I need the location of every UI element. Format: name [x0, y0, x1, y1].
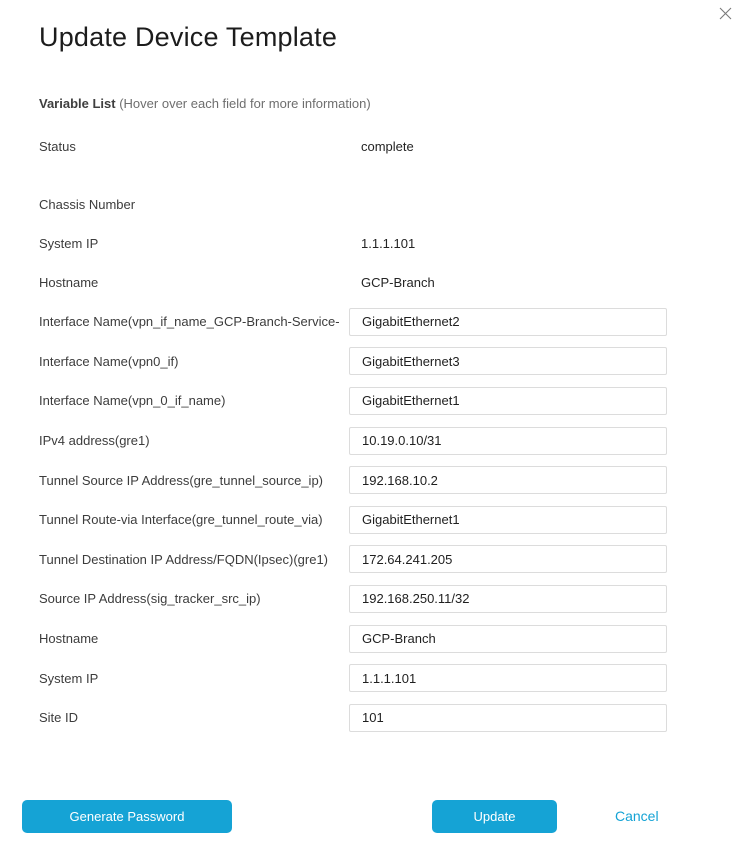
variable-list-section — [39, 96, 669, 738]
input-row — [39, 500, 669, 540]
input-tunnel-source-ip-address[interactable] — [349, 466, 667, 494]
input-row — [39, 421, 669, 461]
input-source-ip-address-sig-tracker[interactable] — [349, 585, 667, 613]
field-label: Site ID — [39, 710, 79, 726]
input-row — [39, 342, 669, 382]
field-label: Interface Name(vpn0_if) — [39, 353, 179, 369]
field-label: Hostname — [39, 631, 99, 647]
input-ipv4-address-gre1[interactable] — [349, 427, 667, 455]
input-site-id[interactable] — [349, 704, 667, 732]
field-label: Hostname — [39, 275, 99, 290]
variable-list-hint: (Hover over each field for more information) — [119, 96, 371, 111]
input-interface-name-vpn0-if[interactable] — [349, 347, 667, 375]
field-label: System IP — [39, 670, 99, 686]
input-row — [39, 540, 669, 580]
field-label: Tunnel Destination IP Address/FQDN(Ipsec)(gre1) — [39, 551, 329, 567]
field-label: Status — [39, 139, 76, 154]
field-label: Interface Name(vpn_0_if_name) — [39, 393, 226, 409]
field-value: GCP-Branch — [361, 275, 435, 290]
input-row — [39, 460, 669, 500]
field-label: Chassis Number — [39, 197, 136, 212]
input-interface-name-vpn-if-name-gcp-branch-service[interactable] — [349, 308, 667, 336]
field-value: 1.1.1.101 — [361, 236, 416, 251]
field-label: Tunnel Source IP Address(gre_tunnel_source_ip) — [39, 472, 324, 488]
field-label: Interface Name(vpn_if_name_GCP-Branch-Service- — [39, 314, 340, 330]
input-row — [39, 381, 669, 421]
cancel-button[interactable]: Cancel — [603, 800, 671, 833]
input-tunnel-destination-ip-fqdn[interactable] — [349, 545, 667, 573]
field-value: complete — [361, 139, 414, 154]
input-row — [39, 658, 669, 698]
close-icon[interactable] — [718, 6, 733, 21]
field-label: System IP — [39, 236, 99, 251]
variable-rows — [39, 127, 669, 738]
input-row — [39, 302, 669, 342]
field-label: Tunnel Route-via Interface(gre_tunnel_route_via) — [39, 512, 323, 528]
input-row — [39, 619, 669, 659]
static-row-system-ip — [39, 224, 669, 263]
input-row — [39, 579, 669, 619]
generate-password-button[interactable]: Generate Password — [22, 800, 232, 833]
page-title: Update Device Template — [39, 22, 338, 52]
static-row-hostname — [39, 263, 669, 302]
input-row — [39, 698, 669, 738]
input-system-ip[interactable] — [349, 664, 667, 692]
input-tunnel-route-via-interface[interactable] — [349, 506, 667, 534]
variable-list-header — [39, 96, 669, 112]
input-hostname[interactable] — [349, 625, 667, 653]
field-label: IPv4 address(gre1) — [39, 433, 150, 449]
row-spacer — [39, 166, 669, 185]
modal-footer — [0, 800, 752, 833]
variable-list-title: Variable List — [39, 96, 116, 111]
field-label: Source IP Address(sig_tracker_src_ip) — [39, 591, 261, 607]
input-interface-name-vpn-0-if-name[interactable] — [349, 387, 667, 415]
static-row-chassis-number — [39, 185, 669, 224]
update-button[interactable]: Update — [432, 800, 557, 833]
static-row-status — [39, 127, 669, 166]
